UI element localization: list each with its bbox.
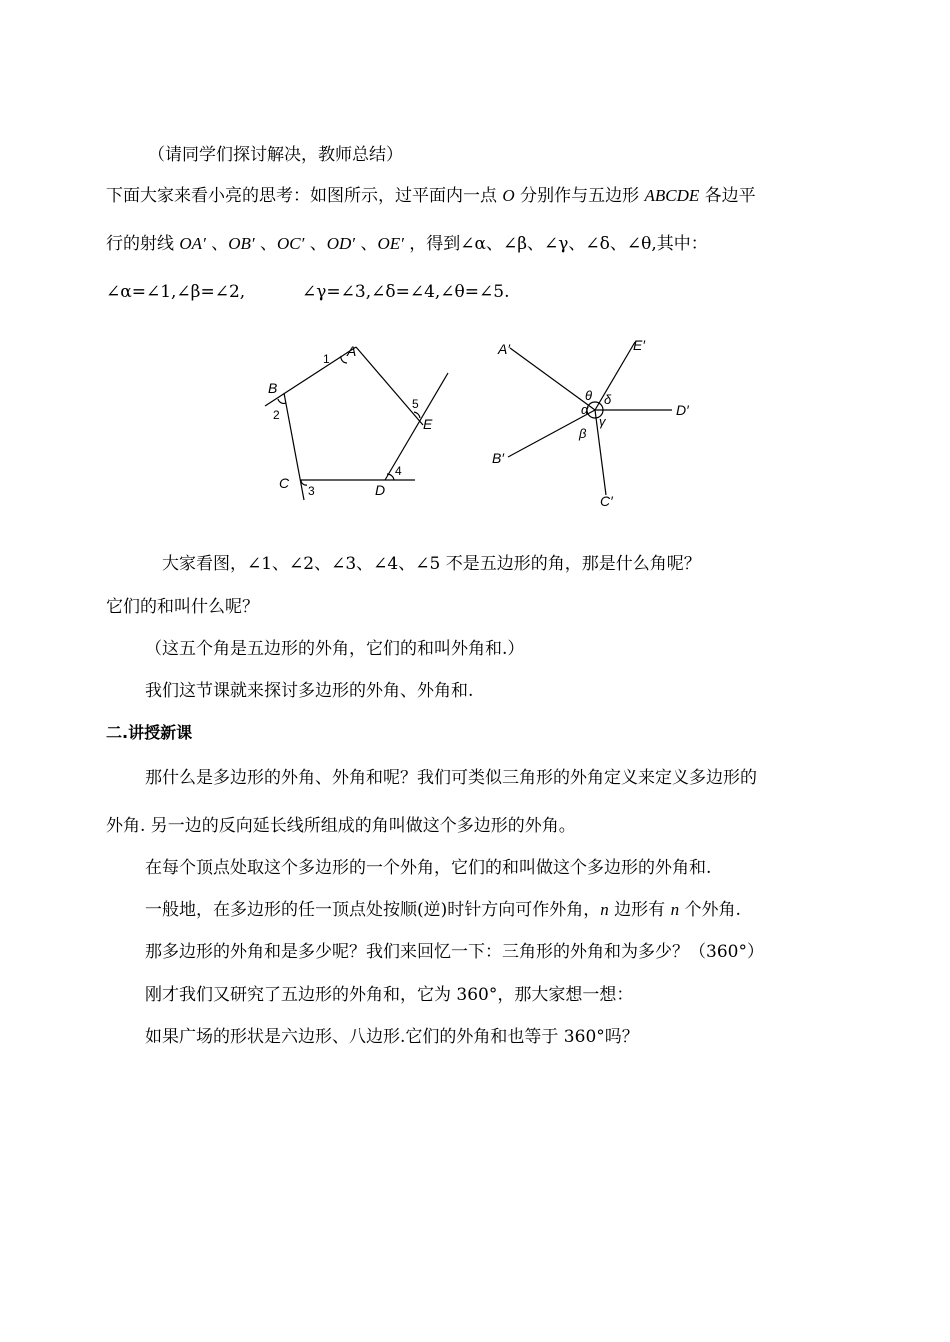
label-e: E xyxy=(423,416,433,432)
label-c: C xyxy=(279,475,290,491)
label-b-prime: B′ xyxy=(492,450,504,466)
paragraph-n-gon: 一般地，在多边形的任一顶点处按顺(逆)时针方向可作外角，n 边形有 n 个外角. xyxy=(145,900,741,920)
ray-oe xyxy=(595,342,635,410)
pentagon-name: ABCDE xyxy=(644,186,700,205)
paragraph-sum-question: 它们的和叫什么呢？ xyxy=(106,597,259,617)
side-ab-extended xyxy=(265,347,356,406)
greek-gamma: γ xyxy=(599,414,606,429)
paragraph-sum-definition: 在每个顶点处取这个多边形的一个外角，它们的和叫做这个多边形的外角和. xyxy=(145,858,712,878)
rays-figure xyxy=(480,330,710,520)
angle-equalities-2: ∠γ=∠3,∠δ=∠4,∠θ=∠5. xyxy=(302,282,510,302)
point-o: O xyxy=(502,186,515,205)
greek-beta: β xyxy=(579,426,587,441)
paragraph-hexagon-question: 如果广场的形状是六边形、八边形.它们的外角和也等于 360°吗？ xyxy=(145,1027,639,1047)
label-d: D xyxy=(375,482,386,498)
label-a: A xyxy=(347,343,357,359)
angle-2-label: 2 xyxy=(273,408,280,422)
greek-alpha: α xyxy=(581,402,589,417)
paragraph-recall: 那多边形的外角和是多少呢？我们来回忆一下：三角形的外角和为多少？（360°） xyxy=(145,942,764,962)
angle-1-label: 1 xyxy=(323,352,330,366)
paragraph-note-2: （这五个角是五边形的外角，它们的和叫外角和.） xyxy=(145,639,525,659)
label-d-prime: D′ xyxy=(676,402,689,418)
ray-oa xyxy=(510,348,595,410)
greek-delta: δ xyxy=(604,392,612,407)
angle-3-label: 3 xyxy=(308,484,315,498)
paragraph-note-1: （请同学们探讨解决，教师总结） xyxy=(148,145,403,165)
angle-4-label: 4 xyxy=(395,464,402,478)
pentagon-figure xyxy=(255,330,455,510)
greek-theta: θ xyxy=(585,388,593,403)
label-b: B xyxy=(268,380,278,396)
paragraph-pentagon-result: 刚才我们又研究了五边形的外角和，它为 360°，那大家想一想： xyxy=(145,985,634,1005)
label-a-prime: A′ xyxy=(498,341,510,357)
angle-equalities-1: ∠α=∠1,∠β=∠2, xyxy=(106,282,246,302)
section-heading: 二.讲授新课 xyxy=(106,723,193,742)
angle-5-label: 5 xyxy=(412,397,419,411)
paragraph-look-at-figure: 大家看图，∠1、∠2、∠3、∠4、∠5 不是五边形的角，那是什么角呢？ xyxy=(162,554,701,574)
label-c-prime: C′ xyxy=(600,493,613,509)
label-e-prime: E′ xyxy=(633,337,645,353)
side-ae xyxy=(356,347,423,425)
angle-3-arc xyxy=(301,480,307,485)
paragraph-definition-2: 外角. 另一边的反向延长线所组成的角叫做这个多边形的外角。 xyxy=(106,816,576,836)
paragraph-xiaoliang-thinking: 下面大家来看小亮的思考：如图所示，过平面内一点 O 分别作与五边形 ABCDE 各边平 xyxy=(106,186,756,206)
paragraph-definition-1: 那什么是多边形的外角、外角和呢？我们可类似三角形的外角定义来定义多边形的 xyxy=(145,768,757,788)
paragraph-rays: 行的射线 OA′ 、OB′ 、OC′ 、OD′ 、OE′ ，得到∠α、∠β、∠γ、∠δ、∠θ,其中： xyxy=(106,234,708,254)
paragraph-lesson-intro: 我们这节课就来探讨多边形的外角、外角和. xyxy=(145,681,474,701)
